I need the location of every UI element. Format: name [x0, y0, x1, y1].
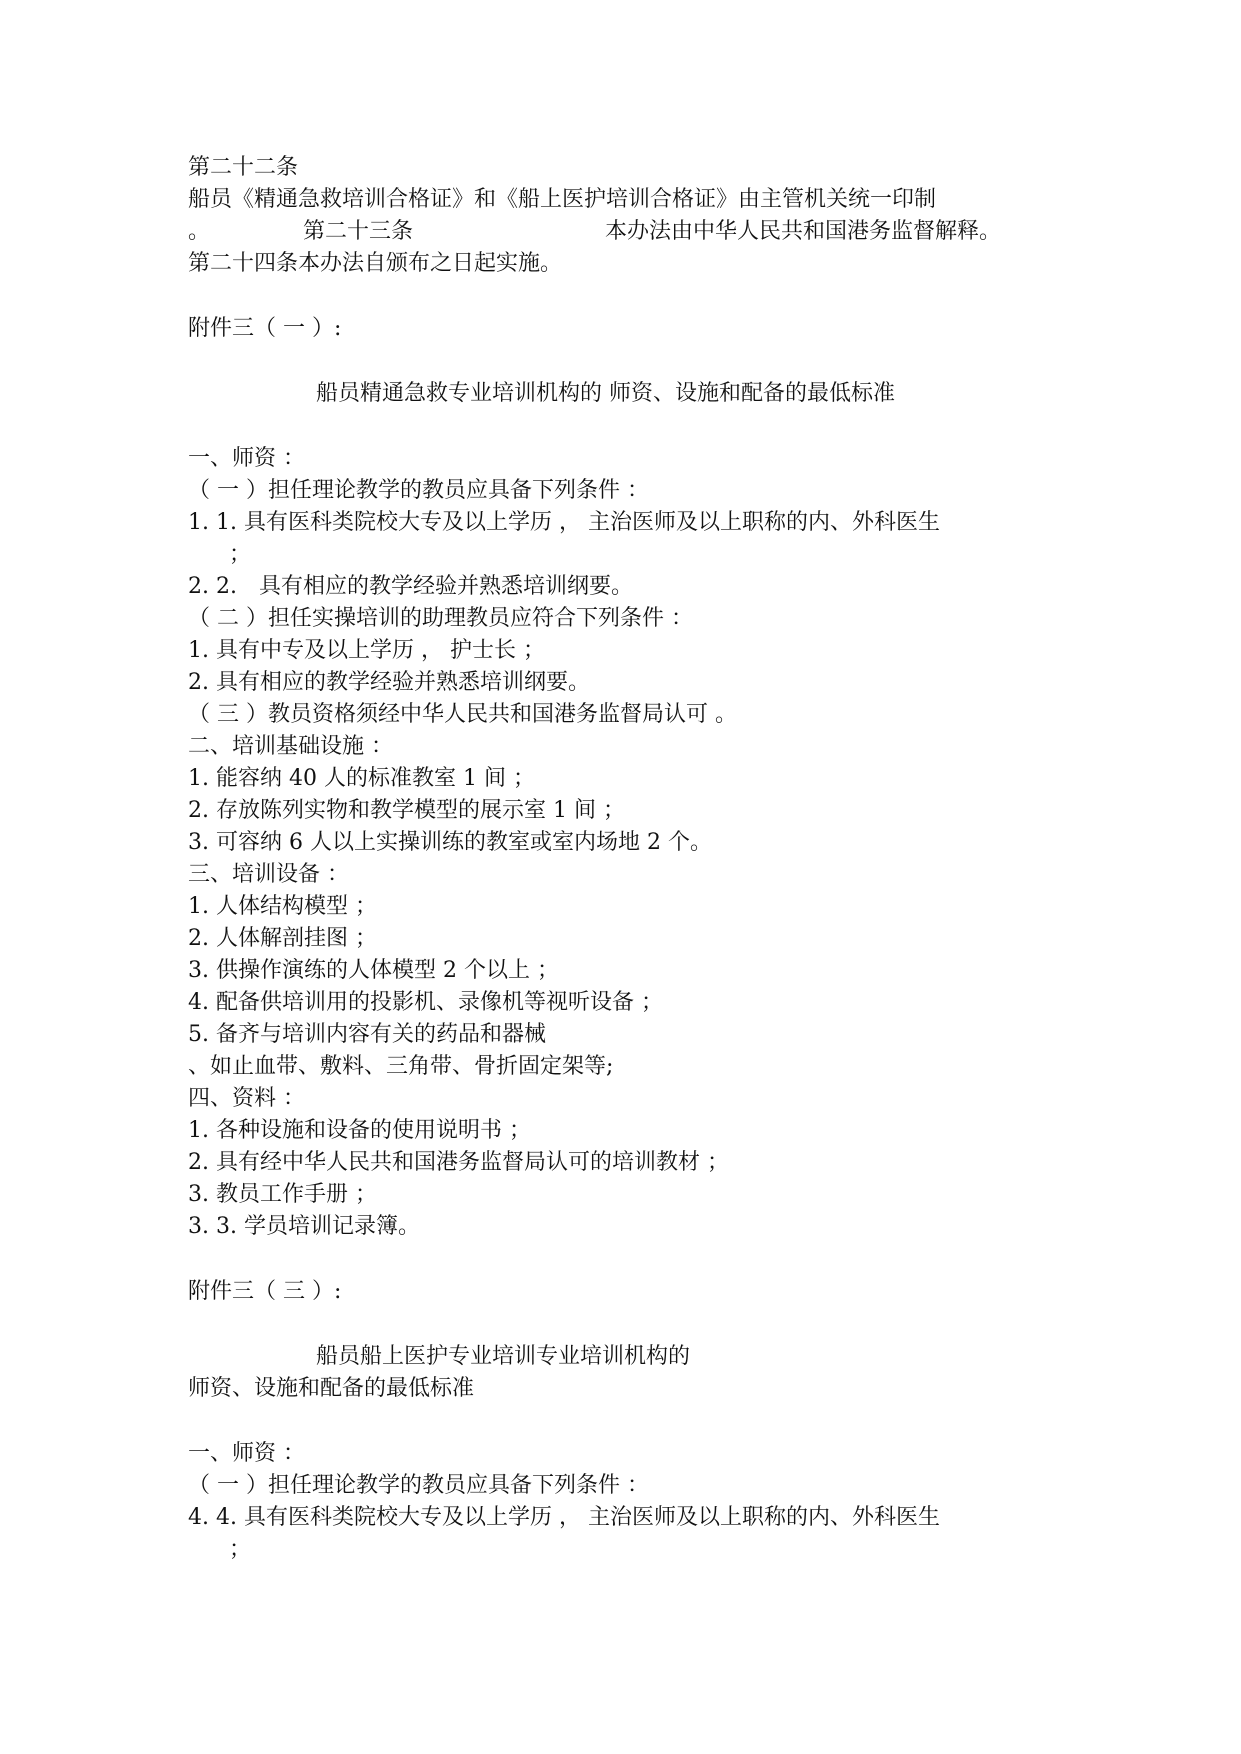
- annex-1-s3-item-5-cont: 、如止血带、敷料、三角带、骨折固定架等;: [188, 1054, 614, 1079]
- annex-1-s1-sub-2-item-2: 2. 具有相应的教学经验并熟悉培训纲要。: [188, 670, 590, 695]
- annex-1-s3-item-2: 2. 人体解剖挂图 ；: [188, 926, 377, 951]
- annex-3-title-line-2: 师资、设施和配备的最低标准: [188, 1376, 475, 1401]
- annex-1-s3-item-3: 3. 供操作演练的人体模型 2 个以上 ；: [188, 958, 559, 983]
- annex-3-section-1-heading: 一、师资 ：: [188, 1441, 305, 1466]
- annex-1-s1-sub-3: （ 三 ）教员资格须经中华人民共和国港务监督局认可 。: [188, 702, 737, 727]
- annex-1-s4-item-1: 1. 各种设施和设备的使用说明书 ；: [188, 1118, 531, 1143]
- article-23-text: 本办法由中华人民共和国港务监督解释。: [605, 219, 1002, 244]
- article-24: 第二十四条本办法自颁布之日起实施。: [188, 251, 563, 276]
- annex-1-s3-item-5: 5. 备齐与培训内容有关的药品和器械: [188, 1022, 546, 1047]
- annex-1-s3-item-1: 1. 人体结构模型 ；: [188, 894, 377, 919]
- annex-1-s3-item-4: 4. 配备供培训用的投影机、录像机等视听设备 ；: [188, 990, 663, 1015]
- annex-1-s1-sub-1-item-1-cont: ；: [229, 542, 252, 567]
- annex-1-s1-sub-2-item-1: 1. 具有中专及以上学历 ， 护士长 ；: [188, 638, 545, 663]
- annex-1-s2-item-2: 2. 存放陈列实物和教学模型的展示室 1 间 ；: [188, 798, 625, 823]
- annex-1-label: 附件三（ 一 ）:: [188, 316, 342, 341]
- annex-1-section-3-heading: 三、培训设备 ：: [188, 862, 349, 887]
- annex-3-title-line-1: 船员船上医护专业培训专业培训机构的: [316, 1344, 691, 1369]
- article-22-end: 。: [188, 219, 211, 244]
- annex-3-s1-sub-1-item-1-cont: ；: [229, 1537, 252, 1562]
- annex-1-title: 船员精通急救专业培训机构的 师资、设施和配备的最低标准: [316, 381, 895, 406]
- annex-1-s1-sub-2: （ 二 ）担任实操培训的助理教员应符合下列条件 ：: [188, 606, 693, 631]
- annex-1-s4-item-4: 3. 3. 学员培训记录簿。: [188, 1214, 420, 1239]
- annex-1-s4-item-2: 2. 具有经中华人民共和国港务监督局认可的培训教材 ；: [188, 1150, 729, 1175]
- annex-1-s2-item-3: 3. 可容纳 6 人以上实操训练的教室或室内场地 2 个。: [188, 830, 712, 855]
- annex-3-label: 附件三（ 三 ）:: [188, 1279, 342, 1304]
- annex-1-section-1-heading: 一、师资 ：: [188, 446, 305, 471]
- annex-3-s1-sub-1-item-1: 4. 4. 具有医科类院校大专及以上学历 ， 主治医师及以上职称的内、外科医生: [188, 1505, 940, 1530]
- annex-1-s1-sub-1-item-2: 2. 2. 具有相应的教学经验并熟悉培训纲要。: [188, 574, 633, 599]
- annex-1-section-2-heading: 二、培训基础设施 ：: [188, 734, 393, 759]
- annex-1-s1-sub-1: （ 一 ）担任理论教学的教员应具备下列条件 ：: [188, 478, 649, 503]
- annex-1-s1-sub-1-item-1: 1. 1. 具有医科类院校大专及以上学历 ， 主治医师及以上职称的内、外科医生: [188, 510, 940, 535]
- article-22-text: 船员《精通急救培训合格证》和《船上医护培训合格证》由主管机关统一印制: [188, 187, 937, 212]
- annex-1-section-4-heading: 四、资料 ：: [188, 1086, 305, 1111]
- article-23-heading: 第二十三条: [303, 219, 414, 244]
- annex-3-s1-sub-1: （ 一 ）担任理论教学的教员应具备下列条件 ：: [188, 1473, 649, 1498]
- article-22-heading: 第二十二条: [188, 155, 299, 180]
- annex-1-s4-item-3: 3. 教员工作手册 ；: [188, 1182, 377, 1207]
- annex-1-s2-item-1: 1. 能容纳 40 人的标准教室 1 间 ；: [188, 766, 535, 791]
